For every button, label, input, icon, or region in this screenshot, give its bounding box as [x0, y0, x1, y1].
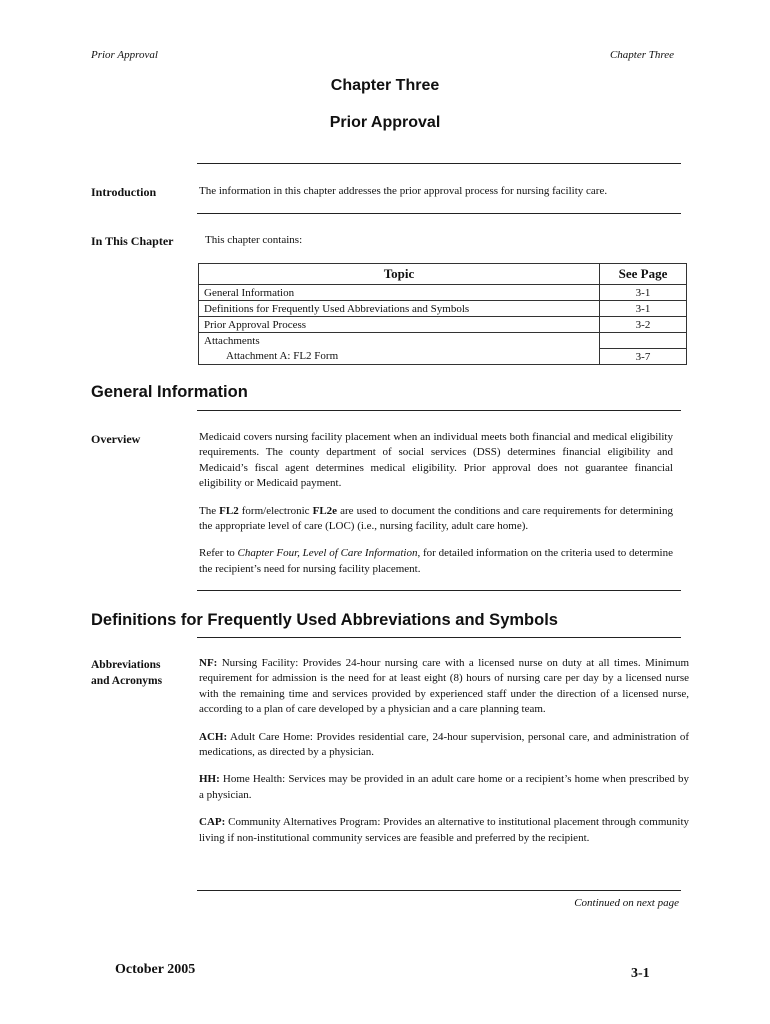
text-run: form/electronic [238, 504, 313, 517]
definition-item [199, 730, 689, 761]
chapter-subtitle: Prior Approval [329, 114, 441, 131]
divider-rule [197, 163, 681, 164]
introduction-label: Introduction [91, 185, 157, 199]
divider-rule [197, 637, 681, 638]
definition-item [199, 772, 689, 803]
page-cell [600, 333, 687, 349]
in-this-chapter-label: In This Chapter [91, 234, 174, 248]
running-header-left: Prior Approval [91, 49, 158, 61]
chapter-contains-text: This chapter contains: [205, 234, 303, 246]
fl2-term: FL2 [219, 504, 239, 517]
column-header-page: See Page [600, 264, 687, 285]
topics-table [198, 263, 687, 365]
footer-date: October 2005 [115, 962, 196, 977]
section-heading-definitions: Definitions for Frequently Used Abbreviations and Symbols [91, 611, 558, 629]
topic-cell: Attachments [199, 333, 600, 349]
column-header-topic: Topic [199, 264, 600, 285]
table-row [199, 349, 687, 365]
definition-term: HH: [199, 773, 220, 786]
overview-paragraph [199, 546, 673, 577]
page-number: 3-1 [631, 966, 650, 981]
table-row [199, 333, 687, 349]
definition-text: Home Health: Services may be provided in an adult care home or a recipient’s home when prescribed by a physician. [199, 773, 689, 801]
table-row [199, 285, 687, 301]
definition-text: Nursing Facility: Provides 24-hour nursing care with a licensed nurse on duty at all times. Minimum requirement for admission is the need for at least eight (8) hours of nursing care per day by a licensed nurse with the remaining time and services provided by experienced staff under the direction of a licensed nurse, according to a plan of care developed by a physician and a care planning team. [199, 657, 689, 716]
table-row [199, 301, 687, 317]
overview-paragraph: Medicaid covers nursing facility placement when an individual meets both financial and medical eligibility requirements. The county department of social services (DSS) determines financial eligibility and Medicaid’s fiscal agent determines medical eligibility. Prior approval does not guarantee financial eligibility or Medicaid payment. [199, 431, 673, 490]
divider-rule [197, 590, 681, 591]
abbreviations-label-line: Abbreviations [91, 659, 161, 671]
chapter-title: Chapter Three [330, 77, 440, 94]
definition-term: NF: [199, 657, 218, 669]
overview-body [199, 430, 673, 577]
page-cell: 3-7 [600, 349, 687, 365]
topic-cell: General Information [199, 285, 600, 301]
definitions-list [199, 656, 689, 846]
abbreviations-label-line: and Acronyms [91, 675, 163, 687]
definition-item [199, 815, 689, 846]
text-run: The [199, 504, 220, 517]
text-run: are used to document the conditions and care requirements for determining the appropriate level of care (LOC) (i.e., nursing facility, adult care home). [199, 504, 673, 533]
text-run: , for detailed information on the criteria used to determine the recipient’s need for nursing facility placement. [199, 547, 673, 575]
topic-cell: Prior Approval Process [199, 317, 600, 333]
chapter-reference: Chapter Four, Level of Care Information [237, 547, 418, 560]
divider-rule [197, 890, 681, 891]
section-heading-general-information: General Information [91, 383, 248, 401]
abbreviations-label [91, 657, 162, 689]
overview-paragraph [199, 504, 673, 535]
introduction-text: The information in this chapter addresses the prior approval process for nursing facility care. [199, 185, 608, 197]
topic-cell: Definitions for Frequently Used Abbreviations and Symbols [199, 301, 600, 317]
definition-text: Adult Care Home: Provides residential care, 24-hour supervision, personal care, and administration of medications, as directed by a physician. [199, 730, 689, 759]
definition-term: ACH: [199, 730, 228, 743]
continued-note: Continued on next page [574, 897, 679, 909]
topic-cell: Attachment A: FL2 Form [199, 349, 600, 365]
definition-term: CAP: [199, 816, 226, 829]
overview-label: Overview [91, 432, 141, 446]
running-header-right: Chapter Three [609, 49, 674, 61]
text-run: Refer to [199, 547, 238, 560]
page-cell: 3-2 [600, 317, 687, 333]
divider-rule [197, 410, 681, 411]
table-header-row [199, 264, 687, 285]
definition-item [199, 656, 689, 718]
fl2e-term: FL2e [312, 504, 338, 517]
definition-text: Community Alternatives Program: Provides an alternative to institutional placement through community living if non-institutional community services are feasible and preferred by the recipient. [199, 816, 689, 844]
table-row [199, 317, 687, 333]
page-cell: 3-1 [600, 301, 687, 317]
divider-rule [197, 213, 681, 214]
page-cell: 3-1 [600, 285, 687, 301]
